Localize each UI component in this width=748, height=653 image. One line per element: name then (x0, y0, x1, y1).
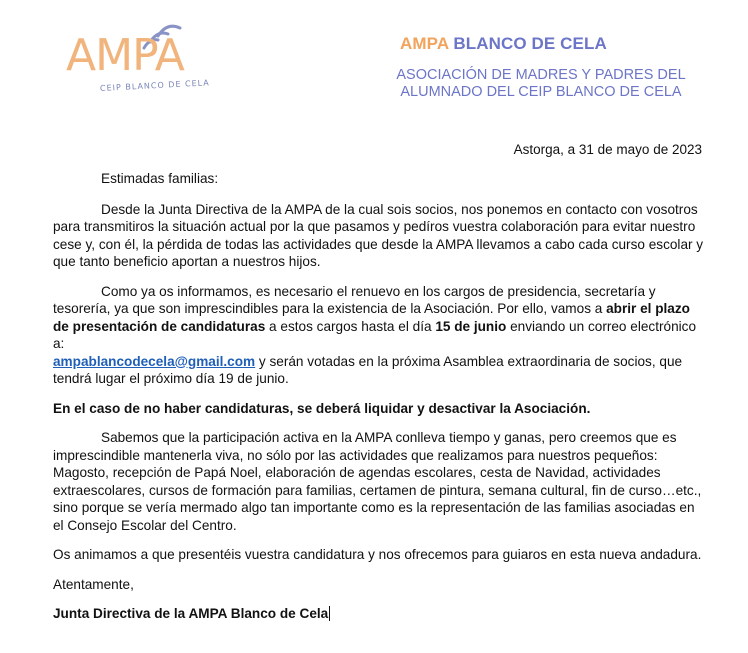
p2-text-a: Como ya os informamos, es necesario el renuevo en los cargos de presidencia, secretaría y tesorería, ya que son imprescindibles para la existencia de la Asociación. Por ello, vamos a (53, 283, 656, 316)
page-subtitle: ASOCIACIÓN DE MADRES Y PADRES DEL ALUMNADO DEL CEIP BLANCO DE CELA (396, 67, 686, 100)
p2-bold-date: 15 de junio (435, 318, 507, 334)
p2-text-c: a estos cargos hasta el día (265, 318, 436, 334)
paragraph-5: Os animamos a que presentéis vuestra candidatura y nos ofrecemos para guiaros en esta nueva andadura. (53, 547, 702, 562)
letter-body (53, 170, 708, 635)
title-ampa: AMPA (400, 34, 449, 53)
closing: Atentamente, (53, 576, 134, 592)
p2-text-f: y serán votadas en la próxima Asamblea extraordinaria de socios, que tendrá lugar el próximo día 19 de junio. (53, 353, 683, 386)
greeting: Estimadas familias: (101, 171, 219, 186)
email-link[interactable]: ampablancodecela@gmail.com (53, 353, 256, 369)
signature: Junta Directiva de la AMPA Blanco de Cela (53, 606, 329, 621)
paragraph-1: Desde la Junta Directiva de la AMPA de la cual sois socios, nos ponemos en contacto con vosotros para transmitiros la situación actual por la que pasamos y pedíros vuestra colaboración para evitar nuestro cese y, con él, la pérdida de todas las actividades que desde la AMPA llevamos a cabo cada curso escolar y que tanto beneficio aportan a nuestros hijos. (53, 201, 704, 269)
p2-bold-deadline-opening: abrir el plazo de presentación de candidaturas (53, 301, 690, 334)
ampa-logo (66, 18, 210, 102)
paragraph-3-warning (53, 400, 708, 418)
paragraph-4: Sabemos que la participación activa en la AMPA conlleva tiempo y ganas, pero creemos que es imprescindible mantenerla viva, no sólo por las actividades que realizamos para nuestros pequeños: Magosto, recepción de Papá Noel, elaboración de agendas escolares, cesta de Navidad, actividades extraescolares, cursos de formación para familias, certamen de pintura, semana cultural, fin de curso…etc., sino porque se vería mermado algo tan importante como es la representación de las familias asociadas en el Consejo Escolar del Centro. (53, 430, 702, 533)
signature-line (53, 605, 708, 623)
warning-text: En el caso de no haber candidaturas, se deberá liquidar y desactivar la Asociación. (53, 400, 591, 416)
paragraph-2 (53, 283, 708, 388)
logo-wordmark: AMPA (66, 30, 184, 81)
logo-subtext: CEIP BLANCO DE CELA (99, 78, 210, 93)
title-blanco-de-cela: BLANCO DE CELA (453, 34, 607, 53)
page-title (400, 34, 748, 54)
date-line: Astorga, a 31 de mayo de 2023 (513, 142, 702, 157)
p2-text-e: enviando un correo electrónico a: (53, 318, 697, 351)
